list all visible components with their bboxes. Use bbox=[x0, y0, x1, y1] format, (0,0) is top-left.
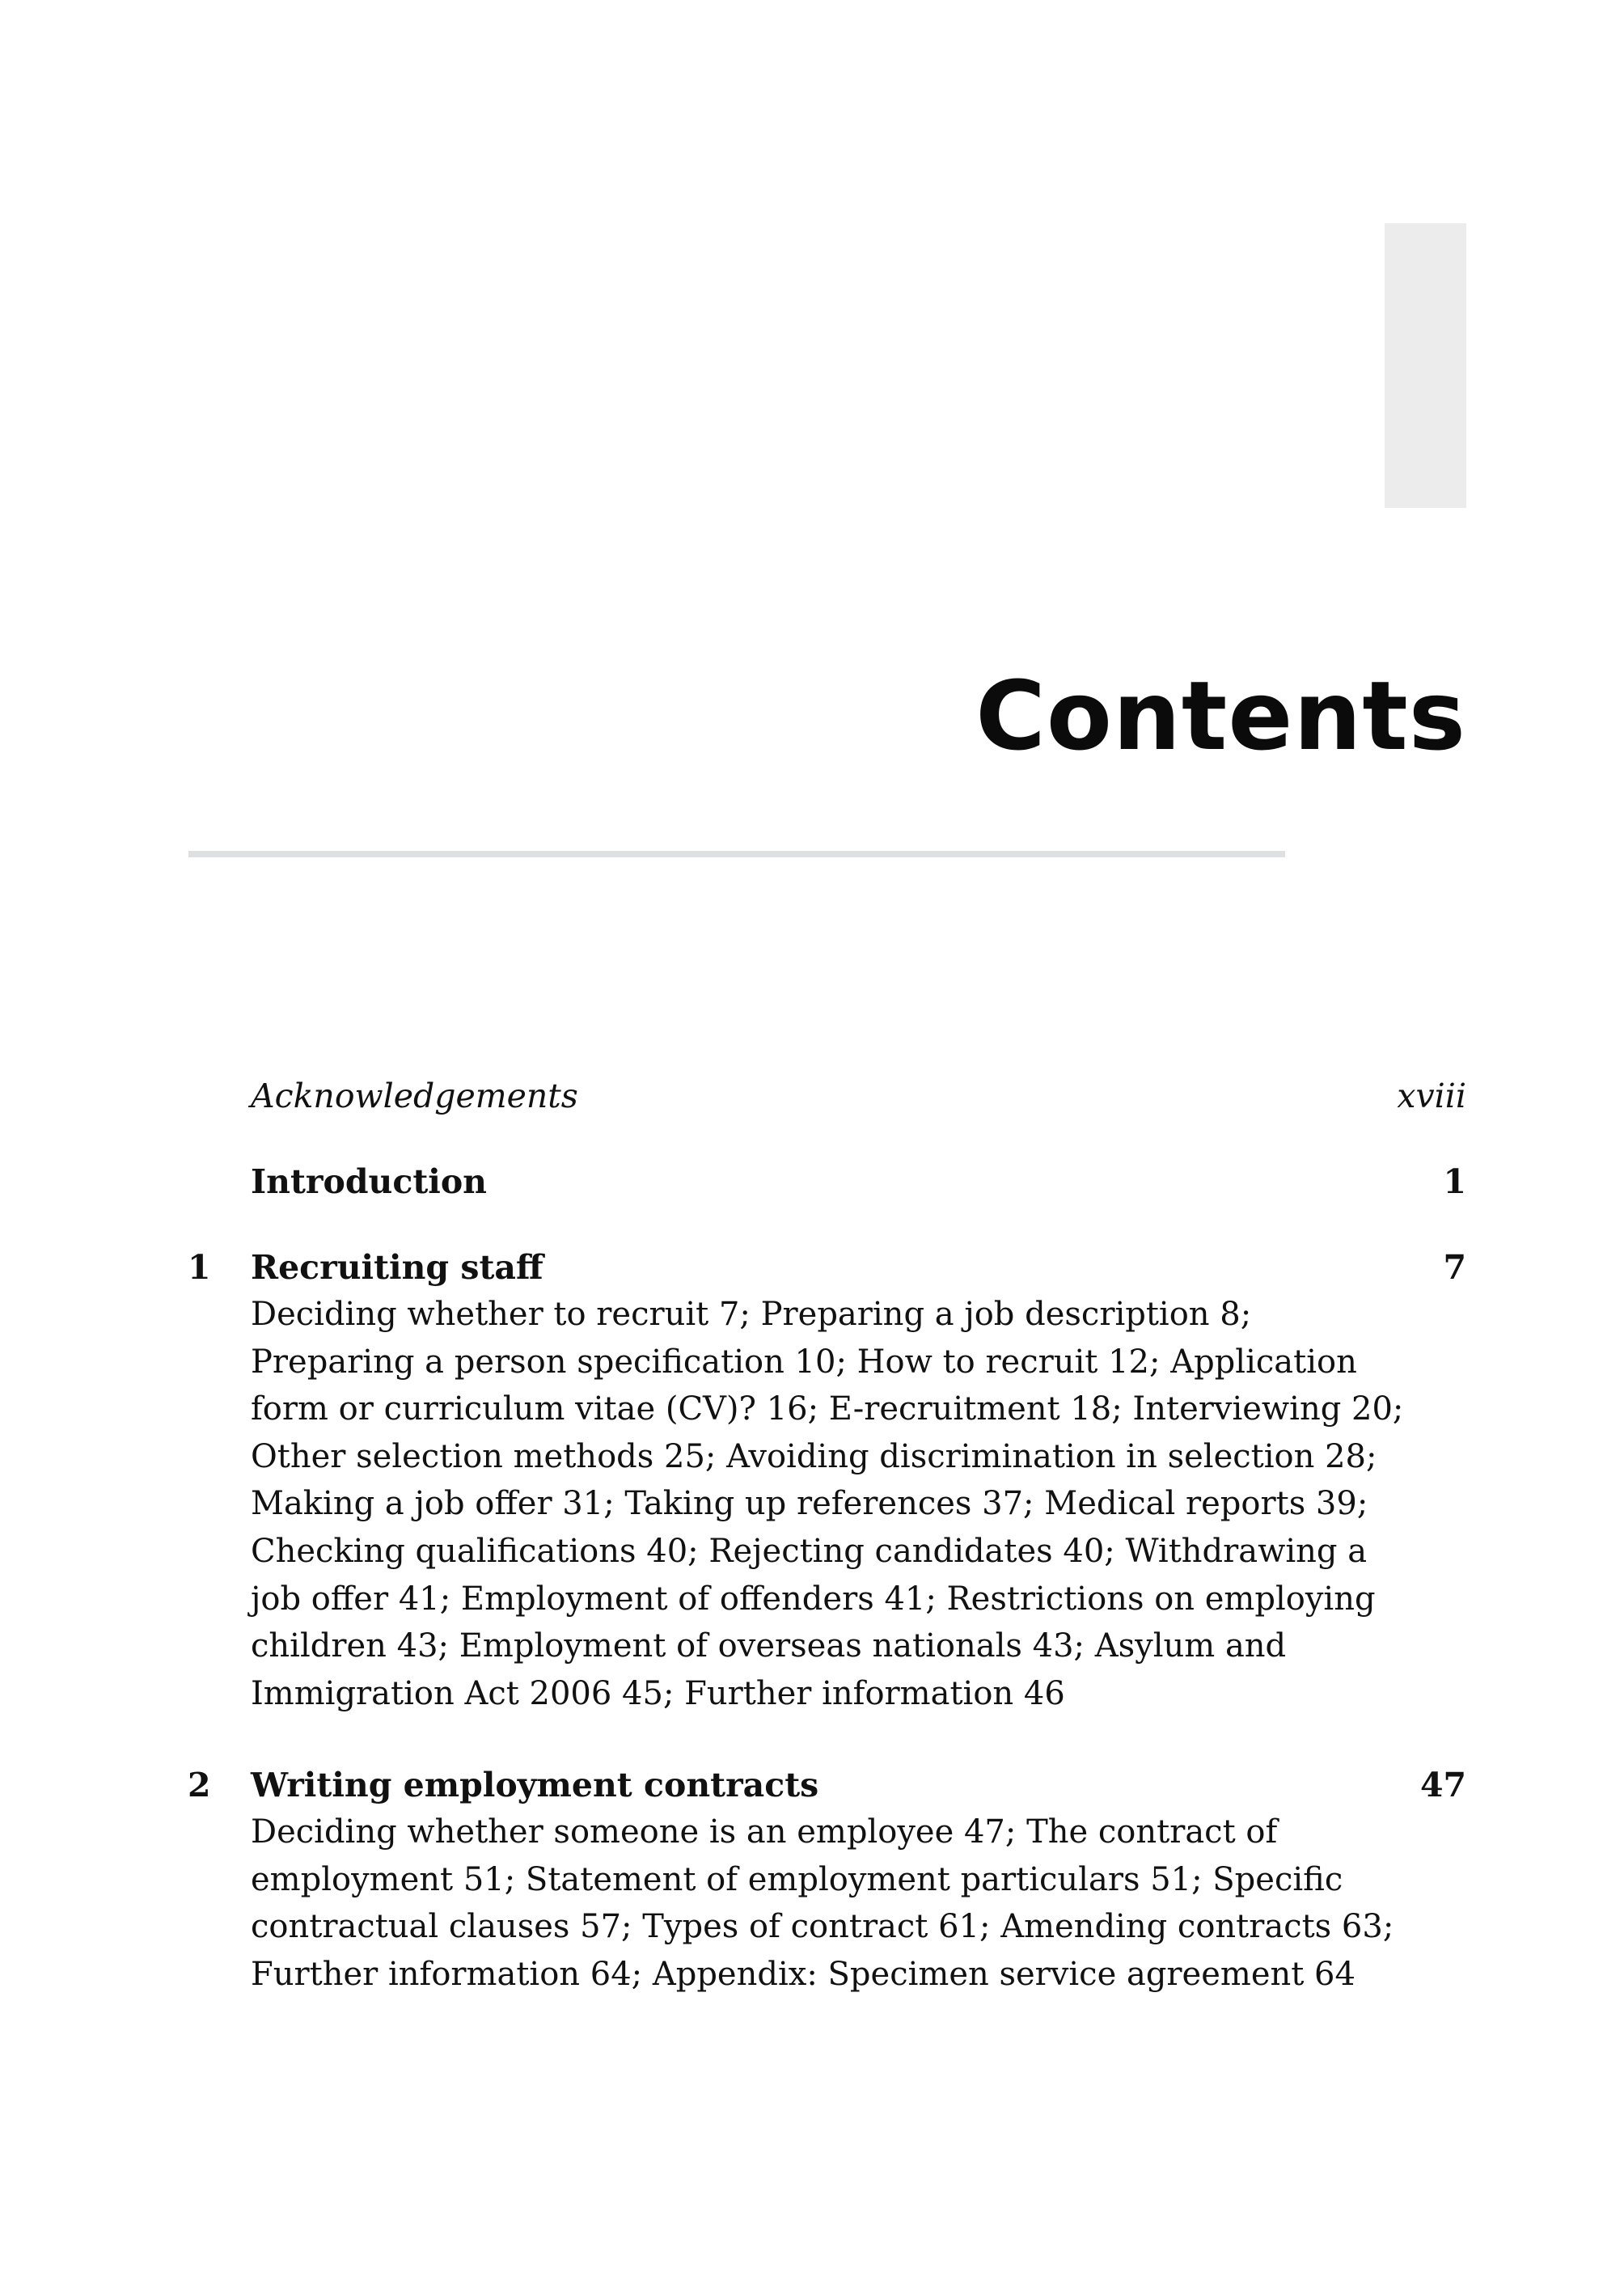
chapter-section-line: Preparing a person specification 10; How to recruit 12; Application bbox=[251, 1343, 1357, 1381]
chapter-section-line: Deciding whether to recruit 7; Preparing a job description 8; bbox=[251, 1296, 1252, 1333]
chapter-title: Recruiting staff bbox=[251, 1248, 543, 1287]
chapter-sections bbox=[251, 1809, 1394, 1998]
chapter-section-line: Immigration Act 2006 45; Further information 46 bbox=[251, 1674, 1065, 1712]
page-title: Contents bbox=[975, 660, 1466, 772]
chapter-section-line: children 43; Employment of overseas nationals 43; Asylum and bbox=[251, 1627, 1287, 1665]
toc-entry-page: xviii bbox=[1397, 1077, 1466, 1115]
chapter-section-line: Further information 64; Appendix: Specimen service agreement 64 bbox=[251, 1955, 1355, 1993]
chapter-section-line: employment 51; Statement of employment particulars 51; Specific bbox=[251, 1860, 1343, 1898]
chapter-number: 2 bbox=[188, 1766, 211, 1804]
chapter-page: 47 bbox=[1419, 1766, 1466, 1804]
chapter-sections bbox=[251, 1291, 1403, 1717]
chapter-section-line: contractual clauses 57; Types of contract 61; Amending contracts 63; bbox=[251, 1908, 1394, 1946]
chapter-section-line: Making a job offer 31; Taking up references 37; Medical reports 39; bbox=[251, 1485, 1368, 1523]
chapter-section-line: Checking qualifications 40; Rejecting candidates 40; Withdrawing a bbox=[251, 1532, 1368, 1570]
chapter-section-line: job offer 41; Employment of offenders 41; Restrictions on employing bbox=[251, 1580, 1376, 1618]
toc-entry-title: Introduction bbox=[251, 1162, 487, 1201]
toc-entry-page: 1 bbox=[1443, 1162, 1466, 1201]
title-divider bbox=[188, 851, 1285, 857]
chapter-section-line: form or curriculum vitae (CV)? 16; E-recruitment 18; Interviewing 20; bbox=[251, 1390, 1404, 1428]
chapter-page: 7 bbox=[1443, 1248, 1466, 1287]
chapter-title: Writing employment contracts bbox=[251, 1766, 819, 1804]
chapter-thumb-tab bbox=[1385, 223, 1466, 508]
chapter-number: 1 bbox=[188, 1248, 211, 1287]
chapter-section-line: Deciding whether someone is an employee 47; The contract of bbox=[251, 1813, 1278, 1851]
chapter-section-line: Other selection methods 25; Avoiding discrimination in selection 28; bbox=[251, 1437, 1377, 1475]
toc-entry-title: Acknowledgements bbox=[251, 1077, 578, 1115]
